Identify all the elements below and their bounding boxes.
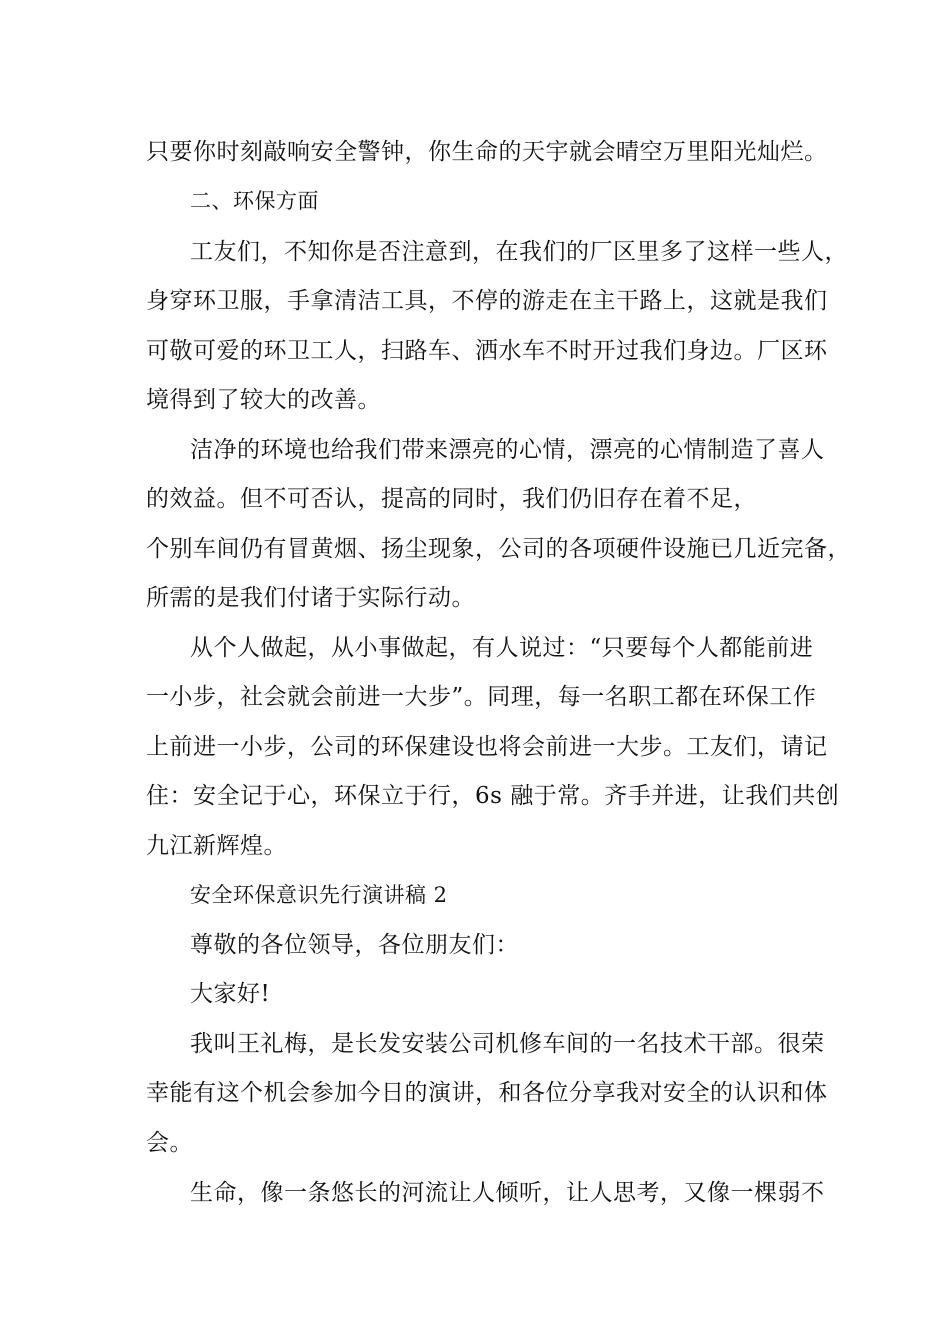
text-line-4: 身穿环卫服，手拿清洁工具，不停的游走在主干路上，这就是我们 (146, 288, 828, 314)
text-line-19: 我叫王礼梅，是长发安装公司机修车间的一名技术干部。很荣 (190, 1031, 825, 1057)
greeting: 大家好! (190, 981, 271, 1007)
text-line-8: 的效益。但不可否认，提高的同时，我们仍旧存在着不足， (146, 486, 757, 512)
text-line-9: 个别车间仍有冒黄烟、扬尘现象，公司的各项硬件设施已几近完备， (146, 536, 851, 562)
section-heading-environment: 二、环保方面 (190, 189, 319, 213)
text-line-13: 上前进一小步，公司的环保建设也将会前进一大步。工友们，请记 (146, 734, 828, 760)
salutation: 尊敬的各位领导，各位朋友们： (190, 932, 519, 958)
text-line-12: 一小步，社会就会前进一大步”。同理，每一名职工都在环保工作 (146, 684, 817, 710)
speech-title: 安全环保意识先行演讲稿 2 (190, 883, 448, 907)
text-line-22: 生命，像一条悠长的河流让人倾听，让人思考，又像一棵弱不 (190, 1180, 825, 1206)
text-line-5: 可敬可爱的环卫工人，扫路车、洒水车不时开过我们身边。厂区环 (146, 338, 828, 364)
text-line-6: 境得到了较大的改善。 (146, 387, 381, 413)
text-line-20: 幸能有这个机会参加今日的演讲，和各位分享我对安全的认识和体 (146, 1080, 828, 1106)
text-line-1: 只要你时刻敲响安全警钟，你生命的天宇就会晴空万里阳光灿烂。 (146, 139, 828, 165)
text-line-11: 从个人做起，从小事做起，有人说过：“只要每个人都能前进 (190, 635, 814, 661)
text-line-15: 九江新辉煌。 (146, 833, 287, 859)
text-line-21: 会。 (146, 1130, 193, 1156)
text-line-7: 洁净的环境也给我们带来漂亮的心情，漂亮的心情制造了喜人 (190, 437, 825, 463)
text-line-10: 所需的是我们付诸于实际行动。 (146, 585, 475, 611)
text-line-3: 工友们，不知你是否注意到，在我们的厂区里多了这样一些人， (190, 239, 848, 265)
text-line-14: 住：安全记于心，环保立于行，6s 融于常。齐手并进，让我们共创 (146, 783, 840, 809)
